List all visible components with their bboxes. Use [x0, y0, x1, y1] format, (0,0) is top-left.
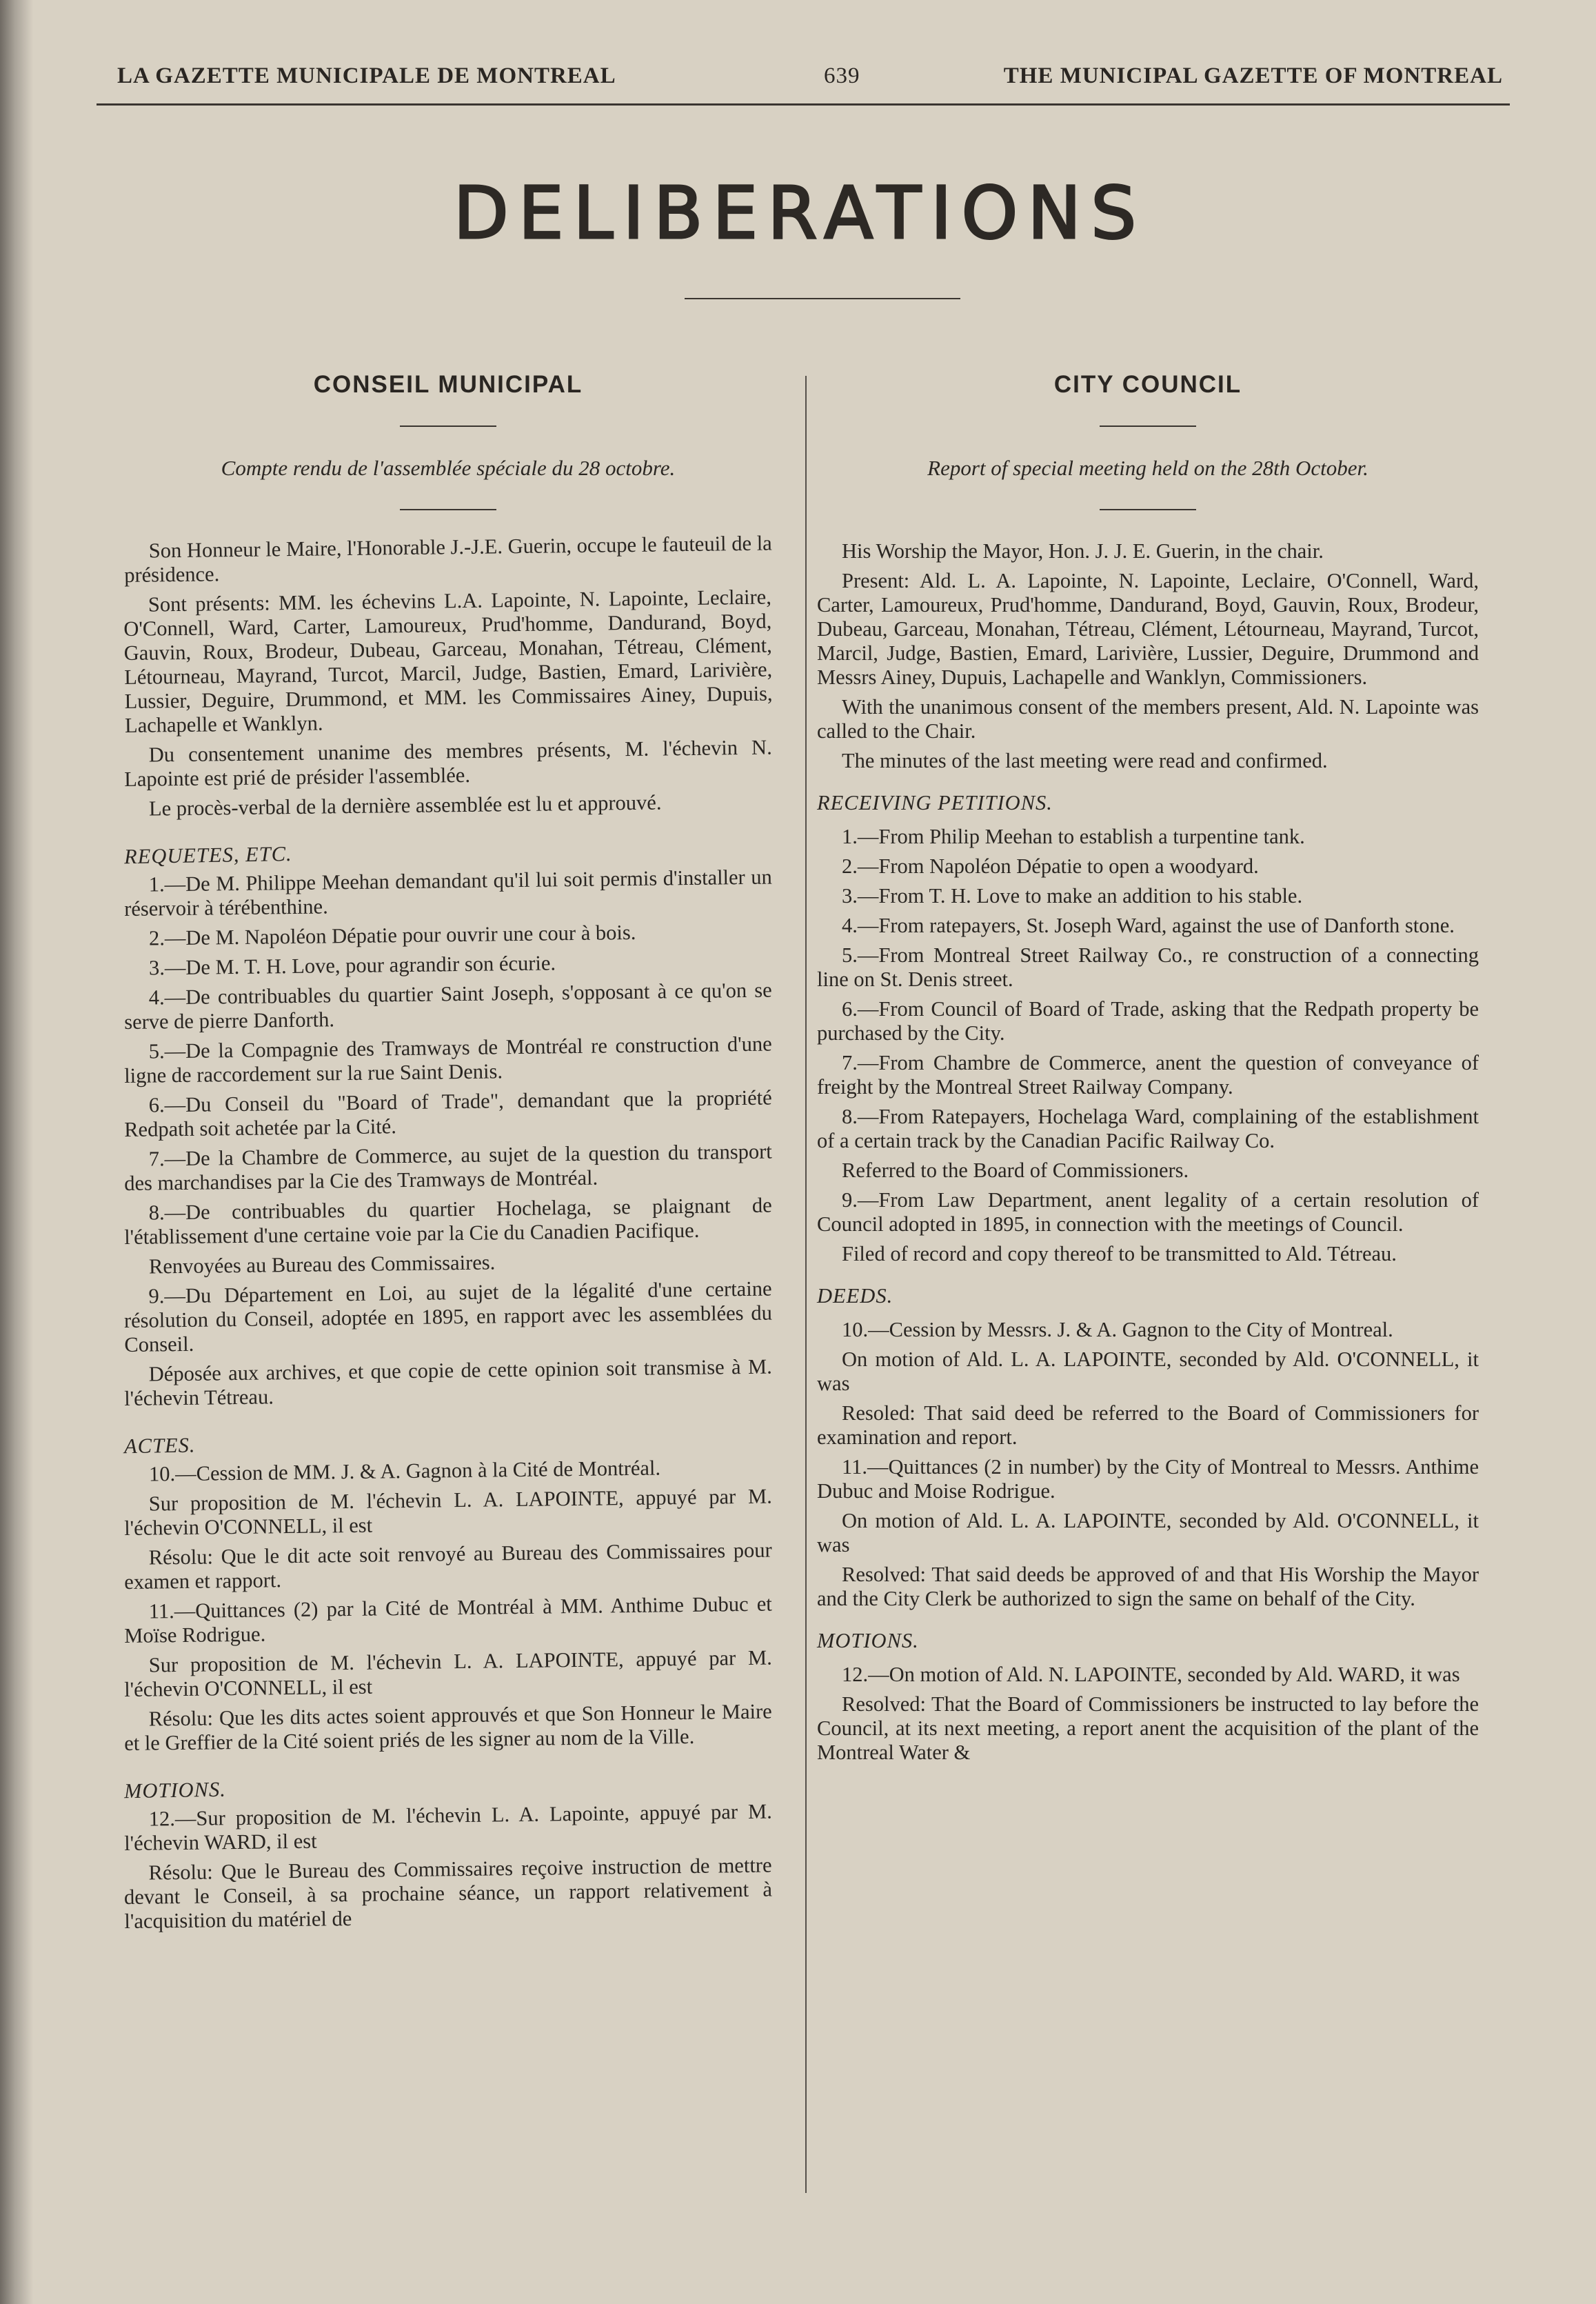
list-item: Filed of record and copy thereof to be transmitted to Ald. Tétreau.: [842, 1242, 1397, 1265]
list-item: Déposée aux archives, et que copie de cette opinion soit transmise à M. l'échevin Tétreau.: [124, 1354, 772, 1410]
list-item: 7.—De la Chambre de Commerce, au sujet de la question du transport des marchandises par la Cie des Tramways de Montréal.: [124, 1139, 772, 1195]
list-item: 11.—Quittances (2) par la Cité de Montréal à MM. Anthime Dubuc et Moïse Rodrigue.: [124, 1592, 772, 1647]
french-column-title: CONSEIL MUNICIPAL: [313, 371, 583, 398]
list-item: 9.—From Law Department, anent legality of a certain resolution of Council adopted in 1895, in connection with the meetings of Council.: [817, 1188, 1479, 1236]
section-heading: RECEIVING PETITIONS.: [817, 791, 1053, 814]
list-item: 8.—From Ratepayers, Hochelaga Ward, complaining of the establishment of a certain track by the Canadian Pacific Railway Co.: [817, 1105, 1479, 1152]
list-item: 5.—From Montreal Street Railway Co., re construction of a connecting line on St. Denis street.: [817, 943, 1479, 991]
list-item: 6.—Du Conseil du "Board of Trade", demandant que la propriété Redpath soit achetée par la Cité.: [124, 1085, 772, 1141]
list-item: 10.—Cession de MM. J. & A. Gagnon à la Cité de Montréal.: [148, 1456, 661, 1486]
list-item: Sur proposition de M. l'échevin L. A. LAPOINTE, appuyé par M. l'échevin O'CONNELL, il est: [124, 1484, 772, 1540]
list-item: 7.—From Chambre de Commerce, anent the question of conveyance of freight by the Montreal Street Railway Company.: [817, 1051, 1479, 1099]
paragraph: Sont présents: MM. les échevins L.A. Lapointe, N. Lapointe, Leclaire, O'Connell, Ward, Carter, Lamoureux, Prud'homme, Dandurand, Boyd, Gauvin, Roux, Brodeur, Dubeau, Garceau, Monahan, Tétreau, Clément, Létourneau, Mayrand, Turcot, Marcil, Judge, Bastien, Emard, Larivière, Lussier, Deguire, Drummond, et MM. les Commissaires Ainey, Dupuis, Lachapelle et Wanklyn.: [123, 585, 773, 737]
list-item: 4.—From ratepayers, St. Joseph Ward, against the use of Danforth stone.: [842, 914, 1455, 937]
list-item: On motion of Ald. L. A. LAPOINTE, seconded by Ald. O'CONNELL, it was: [817, 1509, 1479, 1556]
header-english-title: THE MUNICIPAL GAZETTE OF MONTREAL: [1003, 63, 1503, 88]
list-item: Résolu: Que le Bureau des Commissaires reçoive instruction de mettre devant le Conseil, à sa prochaine séance, un rapport relativement à l'acquisition du matériel de: [123, 1853, 773, 1933]
english-column: [817, 365, 1479, 1770]
paragraph: The minutes of the last meeting were read and confirmed.: [842, 749, 1328, 772]
masthead-title: [83, 171, 1517, 255]
list-item: 4.—De contribuables du quartier Saint Joseph, s'opposant à ce qu'on se serve de pierre Danforth.: [124, 978, 772, 1034]
list-item: 2.—De M. Napoléon Dépatie pour ouvrir une cour à bois.: [148, 920, 636, 950]
list-item: 1.—De M. Philippe Meehan demandant qu'il lui soit permis d'installer un réservoir à térébenthine.: [124, 865, 772, 921]
list-item: 11.—Quittances (2 in number) by the City of Montreal to Messrs. Anthime Dubuc and Moise Rodrigue.: [817, 1455, 1479, 1503]
section-heading: REQUETES, ETC.: [123, 841, 292, 869]
paragraph: Son Honneur le Maire, l'Honorable J.-J.E. Guerin, occupe le fauteuil de la présidence.: [124, 531, 772, 587]
paragraph: Present: Ald. L. A. Lapointe, N. Lapointe, Leclaire, O'Connell, Ward, Carter, Lamoureux, Prud'homme, Dandurand, Boyd, Gauvin, Roux, Brodeur, Dubeau, Garceau, Monahan, Tétreau, Clément, Létourneau, Mayrand, Turcot, Marcil, Judge, Bastien, Emard, Larivière, Lussier, Deguire, Drummond and Messrs Ainey, Dupuis, Lachapelle and Wanklyn, Commissioners.: [817, 569, 1479, 689]
list-item: 3.—De M. T. H. Love, pour agrandir son écurie.: [148, 951, 556, 980]
english-column-title: CITY COUNCIL: [1053, 371, 1242, 398]
subtitle-rule: [1100, 509, 1196, 510]
list-item: 1.—From Philip Meehan to establish a turpentine tank.: [842, 825, 1305, 848]
paragraph: Du consentement unanime des membres présents, M. l'échevin N. Lapointe est prié de présider l'assemblée.: [124, 735, 772, 791]
english-subtitle: Report of special meeting held on the 28th October.: [927, 456, 1368, 480]
list-item: 8.—De contribuables du quartier Hochelaga, se plaignant de l'établissement d'une certaine voie par la Cie du Canadien Pacifique.: [124, 1193, 772, 1249]
page-number: 639: [824, 63, 860, 88]
list-item: Referred to the Board of Commissioners.: [842, 1159, 1189, 1182]
title-rule: [400, 425, 496, 427]
list-item: 12.—Sur proposition de M. l'échevin L. A. Lapointe, appuyé par M. l'échevin WARD, il est: [124, 1799, 772, 1855]
list-item: 9.—Du Département en Loi, au sujet de la légalité d'une certaine résolution du Conseil, adoptée en 1895, en rapport avec les assemblées du Conseil.: [123, 1276, 773, 1356]
masthead-rule: [685, 298, 960, 299]
paragraph: With the unanimous consent of the members present, Ald. N. Lapointe was called to the Chair.: [817, 695, 1479, 743]
column-divider: [805, 376, 807, 2193]
title-rule: [1100, 425, 1196, 427]
list-item: Resoled: That said deed be referred to the Board of Commissioners for examination and report.: [817, 1401, 1479, 1449]
paragraph: Le procès-verbal de la dernière assemblée est lu et approuvé.: [148, 790, 662, 821]
gazette-page: [83, 0, 1517, 2304]
list-item: Renvoyées au Bureau des Commissaires.: [148, 1250, 496, 1279]
list-item: 12.—On motion of Ald. N. LAPOINTE, seconded by Ald. WARD, it was: [842, 1663, 1460, 1686]
running-head: [117, 63, 1503, 98]
subtitle-rule: [400, 509, 496, 510]
list-item: 3.—From T. H. Love to make an addition to his stable.: [842, 884, 1303, 908]
header-rule: [97, 103, 1510, 106]
list-item: Résolu: Que le dit acte soit renvoyé au Bureau des Commissaires pour examen et rapport.: [124, 1538, 772, 1594]
list-item: 5.—De la Compagnie des Tramways de Montréal re construction d'une ligne de raccordement sur la rue Saint Denis.: [124, 1032, 772, 1088]
paragraph: His Worship the Mayor, Hon. J. J. E. Guerin, in the chair.: [842, 539, 1324, 563]
section-heading: MOTIONS.: [817, 1629, 919, 1652]
list-item: On motion of Ald. L. A. LAPOINTE, seconded by Ald. O'CONNELL, it was: [817, 1348, 1479, 1395]
list-item: Resolved: That said deeds be approved of and that His Worship the Mayor and the City Clerk be authorized to sign the same on behalf of the City.: [817, 1563, 1479, 1610]
header-french-title: LA GAZETTE MUNICIPALE DE MONTREAL: [117, 63, 616, 88]
list-item: 2.—From Napoléon Dépatie to open a woodyard.: [842, 854, 1259, 878]
page-binding-shadow: [0, 0, 33, 2304]
list-item: Resolved: That the Board of Commissioners be instructed to lay before the Council, at its next meeting, a report anent the acquisition of the plant of the Montreal Water &: [817, 1692, 1479, 1764]
list-item: Résolu: Que les dits actes soient approuvés et que Son Honneur le Maire et le Greffier de la Cité soient priés de les signer au nom de la Ville.: [124, 1699, 772, 1755]
section-heading: ACTES.: [123, 1433, 196, 1459]
section-heading: MOTIONS.: [123, 1777, 227, 1803]
french-subtitle: Compte rendu de l'assemblée spéciale du 28 octobre.: [221, 456, 676, 480]
french-column: [124, 365, 772, 1939]
masthead-text: DELIBERATIONS: [453, 171, 1147, 255]
list-item: Sur proposition de M. l'échevin L. A. LAPOINTE, appuyé par M. l'échevin O'CONNELL, il est: [124, 1645, 772, 1701]
list-item: 6.—From Council of Board of Trade, asking that the Redpath property be purchased by the City.: [817, 997, 1479, 1045]
section-heading: DEEDS.: [817, 1284, 893, 1308]
list-item: 10.—Cession by Messrs. J. & A. Gagnon to the City of Montreal.: [842, 1318, 1393, 1341]
